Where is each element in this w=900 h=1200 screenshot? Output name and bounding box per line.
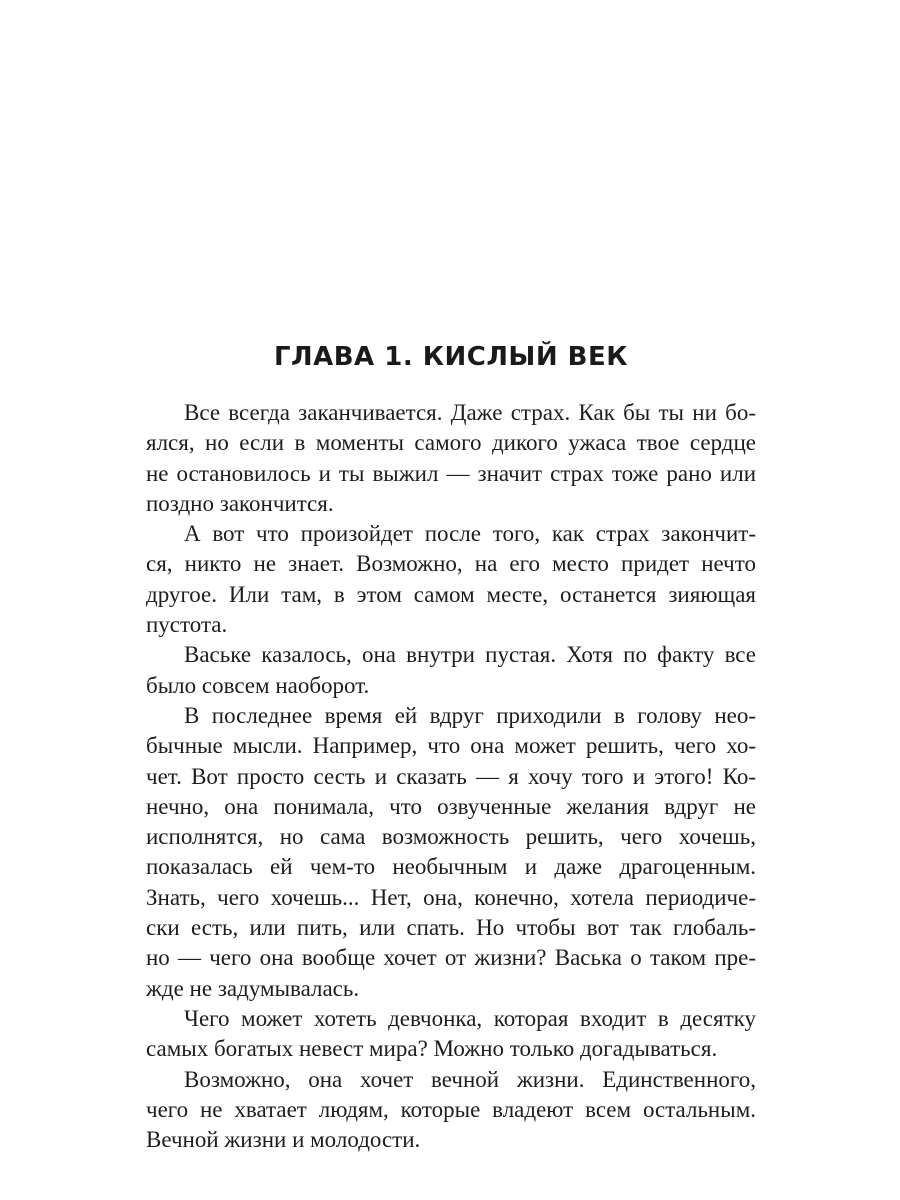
paragraph bbox=[146, 1065, 756, 1156]
text-line: исполнятся, но сама возможность решить, чего хочешь, bbox=[146, 824, 756, 850]
text-line: Ваське казалось, она внутри пустая. Хотя по факту все bbox=[184, 642, 756, 668]
text-line: ялся, но если в моменты самого дикого ужаса твое сердце bbox=[146, 430, 756, 456]
text-line: было совсем наоборот. bbox=[146, 672, 370, 698]
text-line: пустота. bbox=[146, 612, 228, 638]
paragraph bbox=[146, 1004, 756, 1065]
text-line: Знать, чего хочешь... Нет, она, конечно, хотела периодиче- bbox=[146, 884, 756, 910]
text-line: В последнее время ей вдруг приходили в голову нео- bbox=[184, 702, 756, 728]
text-line: не остановилось и ты выжил — значит страх тоже рано или bbox=[146, 460, 756, 486]
paragraph bbox=[146, 519, 756, 640]
text-line: ски есть, или пить, или спать. Но чтобы вот так глобаль- bbox=[146, 915, 756, 941]
text-line: нечно, она понимала, что озвученные желания вдруг не bbox=[146, 793, 756, 819]
text-line: Все всегда заканчивается. Даже страх. Как бы ты ни бо- bbox=[184, 400, 756, 425]
paragraph bbox=[146, 640, 756, 701]
text-line: бычные мысли. Например, что она может решить, чего хо- bbox=[146, 733, 756, 759]
text-line: Вечной жизни и молодости. bbox=[146, 1127, 421, 1153]
chapter-body bbox=[146, 398, 756, 1155]
paragraph bbox=[146, 398, 756, 519]
text-line: другое. Или там, в этом самом месте, останется зияющая bbox=[146, 581, 756, 607]
text-line: Чего может хотеть девчонка, которая входит в десятку bbox=[184, 1005, 756, 1031]
text-line: ся, никто не знает. Возможно, на его место придет нечто bbox=[146, 551, 756, 577]
text-line: Возможно, она хочет вечной жизни. Единственного, bbox=[184, 1066, 756, 1092]
text-line: жде не задумывалась. bbox=[146, 975, 360, 1001]
paragraph bbox=[146, 701, 756, 1004]
text-line: поздно закончится. bbox=[146, 490, 334, 516]
text-line: чего не хватает людям, которые владеют всем остальным. bbox=[146, 1096, 756, 1122]
text-line: чет. Вот просто сесть и сказать — я хочу того и этого! Ко- bbox=[146, 763, 756, 789]
text-line: А вот что произойдет после того, как страх закончит- bbox=[184, 521, 756, 547]
text-line: показалась ей чем-то необычным и даже драгоценным. bbox=[146, 854, 756, 880]
chapter-title: ГЛАВА 1. КИСЛЫЙ ВЕК bbox=[273, 342, 629, 372]
text-line: самых богатых невест мира? Можно только догадываться. bbox=[146, 1036, 718, 1062]
text-line: но — чего она вообще хочет от жизни? Васька о таком пре- bbox=[146, 945, 756, 971]
